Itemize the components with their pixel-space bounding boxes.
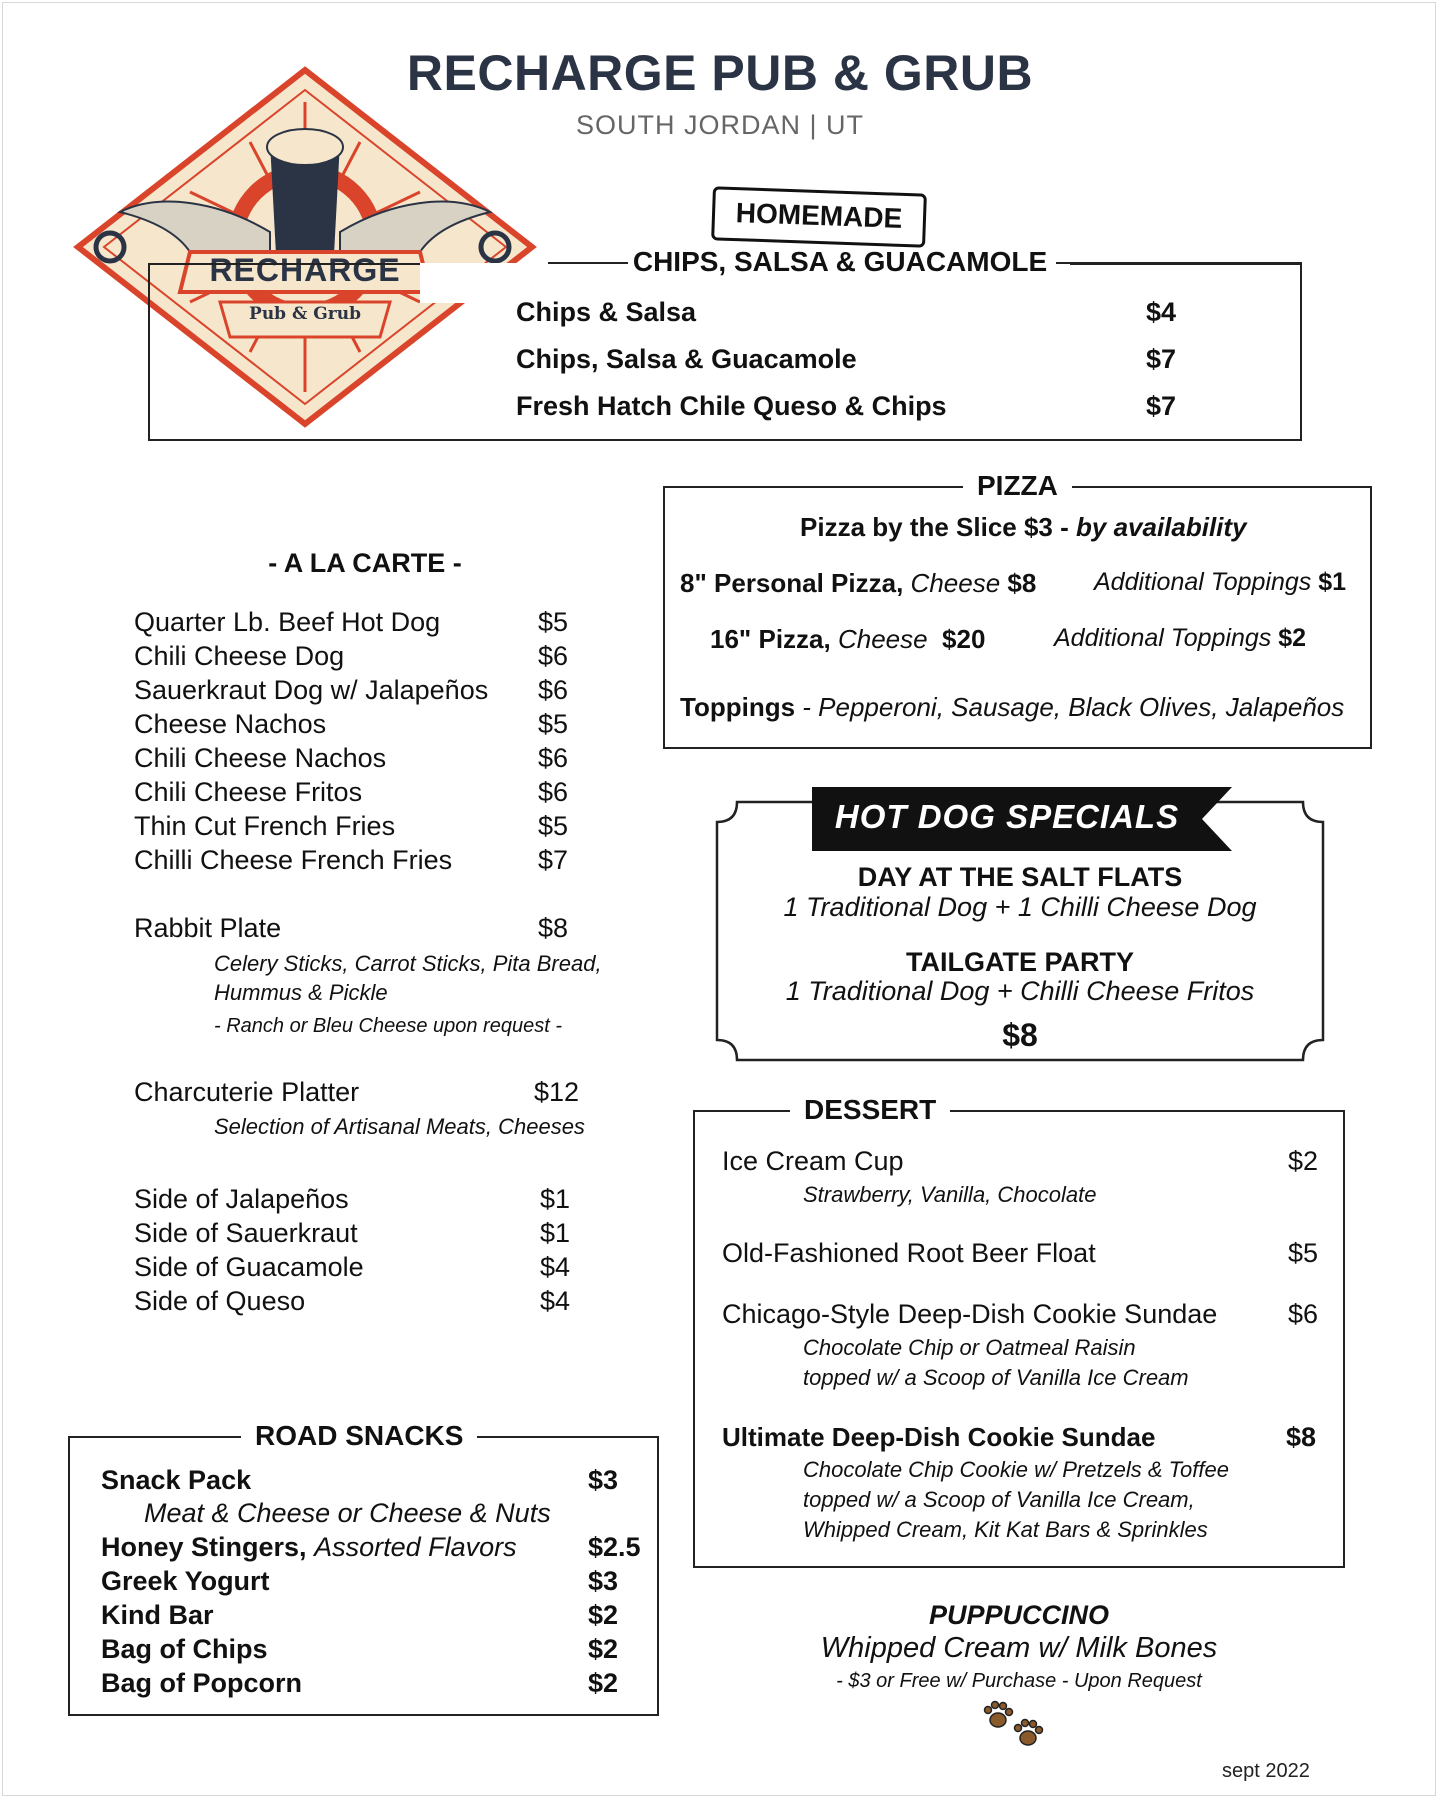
rabbit-plate-desc: Celery Sticks, Carrot Sticks, Pita Bread, [214,951,602,976]
rabbit-plate-price: $8 [538,913,569,943]
dessert-item-desc: Chocolate Chip Cookie w/ Pretzels & Toffee [803,1457,1229,1482]
snack-item-price: $3 [588,1465,619,1495]
road-snacks-section-title: ROAD SNACKS [241,1420,477,1452]
dessert-item-desc: topped w/ a Scoop of Vanilla Ice Cream [803,1365,1189,1390]
special-desc: 1 Traditional Dog + Chilli Cheese Fritos [785,976,1255,1006]
charcuterie-name: Charcuterie Platter [134,1077,360,1107]
snack-item-name: Snack Pack [101,1465,252,1495]
paw-prints-icon [980,1700,1050,1752]
homemade-rule-a [548,262,628,264]
menu-item-price: $5 [538,709,569,739]
pizza-toppings-list: - Pepperoni, Sausage, Black Olives, Jalapeños [795,692,1345,722]
dessert-item-desc: Whipped Cream, Kit Kat Bars & Sprinkles [803,1517,1208,1542]
menu-item-price: $6 [538,777,569,807]
homemade-item-name: Chips & Salsa [516,297,697,327]
homemade-badge: HOMEMADE [711,186,927,247]
snack-item-price: $3 [588,1566,619,1596]
menu-item-name: Chili Cheese Dog [134,641,345,671]
paw-graphic [980,1700,1050,1752]
side-item-price: $1 [540,1218,571,1248]
pizza-toppings [680,692,1344,723]
homemade-item-price: $7 [1146,344,1177,374]
homemade-item-price: $7 [1146,391,1177,421]
homemade-section-title: CHIPS, SALSA & GUACAMOLE [632,246,1048,277]
snack-honey-name: Honey Stingers, [101,1532,307,1562]
pizza-large-name: 16" Pizza, [710,624,831,654]
snack-honey [101,1532,517,1563]
pizza-large-price: $20 [942,624,986,654]
homemade-rule-b [1056,262,1302,264]
snack-item-name: Kind Bar [101,1600,214,1630]
menu-item-name: Quarter Lb. Beef Hot Dog [134,607,441,637]
pizza-large-toppings [1054,624,1306,653]
menu-item-price: $5 [538,607,569,637]
menu-item-price: $5 [538,811,569,841]
pizza-large-desc: Cheese [837,624,928,654]
snack-item-name: Bag of Chips [101,1634,268,1664]
pizza-personal-toppings [1094,568,1346,597]
dessert-item-price: $5 [1288,1238,1319,1268]
pizza-personal-price: $8 [1007,568,1037,598]
page-title: RECHARGE PUB & GRUB [406,45,1034,101]
dessert-item-name: Ultimate Deep-Dish Cookie Sundae [722,1422,1156,1452]
logo-sub-text: Pub & Grub [249,304,361,324]
special-name: DAY AT THE SALT FLATS [857,862,1183,892]
pizza-toppings-label: Toppings [680,692,796,722]
snack-item-price: $2 [588,1634,619,1664]
pizza-personal-desc: Cheese [910,568,1001,598]
pizza-personal-name: 8" Personal Pizza, [680,568,904,598]
menu-item-name: Thin Cut French Fries [134,811,396,841]
menu-item-price: $6 [538,675,569,705]
snack-item-name: Greek Yogurt [101,1566,270,1596]
menu-item-price: $6 [538,743,569,773]
snack-item-price: $2.5 [588,1532,641,1562]
dessert-item-name: Old-Fashioned Root Beer Float [722,1238,1096,1268]
dessert-item-name: Ice Cream Cup [722,1146,904,1176]
a-la-carte-title: - A LA CARTE - [268,548,462,578]
dessert-section-title: DESSERT [790,1094,950,1126]
specials-title: HOT DOG SPECIALS [834,798,1180,835]
homemade-item-price: $4 [1146,297,1177,327]
homemade-item-name: Chips, Salsa & Guacamole [516,344,857,374]
menu-item-name: Chili Cheese Fritos [134,777,363,807]
dessert-item-name: Chicago-Style Deep-Dish Cookie Sundae [722,1299,1218,1329]
menu-item-name: Chili Cheese Nachos [134,743,387,773]
side-item-price: $4 [540,1286,571,1316]
snack-item-name: Bag of Popcorn [101,1668,302,1698]
dessert-item-desc: Strawberry, Vanilla, Chocolate [803,1182,1097,1207]
special-name: TAILGATE PARTY [906,947,1134,977]
side-item-name: Side of Guacamole [134,1252,364,1282]
snack-item-price: $2 [588,1668,619,1698]
logo-brand-text: RECHARGE [209,252,401,288]
side-item-name: Side of Sauerkraut [134,1218,358,1248]
snack-honey-desc: Assorted Flavors [314,1532,517,1562]
menu-item-name: Chilli Cheese French Fries [134,845,453,875]
pizza-by-slice [800,512,1247,543]
menu-item-price: $6 [538,641,569,671]
specials-price: $8 [1002,1017,1038,1053]
pizza-personal-extra-price: $1 [1318,568,1347,596]
snack-item-price: $2 [588,1600,619,1630]
dessert-item-price: $2 [1288,1146,1319,1176]
pizza-large [710,624,985,655]
pizza-by-slice-text: Pizza by the Slice $3 - [800,512,1076,542]
homemade-item-name: Fresh Hatch Chile Queso & Chips [516,391,947,421]
side-item-price: $4 [540,1252,571,1282]
dessert-item-desc: topped w/ a Scoop of Vanilla Ice Cream, [803,1487,1195,1512]
puppuccino-note: - $3 or Free w/ Purchase - Upon Request [836,1670,1202,1692]
pizza-by-slice-note: by availability [1076,512,1247,542]
pizza-large-extra-price: $2 [1278,624,1307,652]
side-item-price: $1 [540,1184,571,1214]
special-desc: 1 Traditional Dog + 1 Chilli Cheese Dog [783,892,1257,922]
location-subtitle: SOUTH JORDAN | UT [575,110,864,140]
side-item-name: Side of Jalapeños [134,1184,349,1214]
dessert-item-desc: Chocolate Chip or Oatmeal Raisin [803,1335,1136,1360]
menu-item-name: Cheese Nachos [134,709,327,739]
pizza-large-extra: Additional Toppings [1054,624,1272,652]
pizza-personal [680,568,1036,599]
puppuccino-title: PUPPUCCINO [928,1600,1110,1630]
side-item-name: Side of Queso [134,1286,306,1316]
snack-item-desc: Meat & Cheese or Cheese & Nuts [144,1498,551,1528]
dessert-item-price: $8 [1286,1422,1317,1452]
menu-item-name: Sauerkraut Dog w/ Jalapeños [134,675,489,705]
rabbit-plate-name: Rabbit Plate [134,913,282,943]
rabbit-plate-desc: Hummus & Pickle [214,980,388,1005]
dessert-item-price: $6 [1288,1299,1319,1329]
puppuccino-desc: Whipped Cream w/ Milk Bones [820,1632,1218,1664]
footer-date: sept 2022 [1222,1760,1310,1782]
menu-item-price: $7 [538,845,569,875]
rabbit-plate-note: - Ranch or Bleu Cheese upon request - [214,1015,562,1037]
pizza-personal-extra: Additional Toppings [1094,568,1312,596]
charcuterie-price: $12 [534,1077,580,1107]
charcuterie-desc: Selection of Artisanal Meats, Cheeses [214,1114,585,1139]
pizza-section-title: PIZZA [963,470,1072,502]
